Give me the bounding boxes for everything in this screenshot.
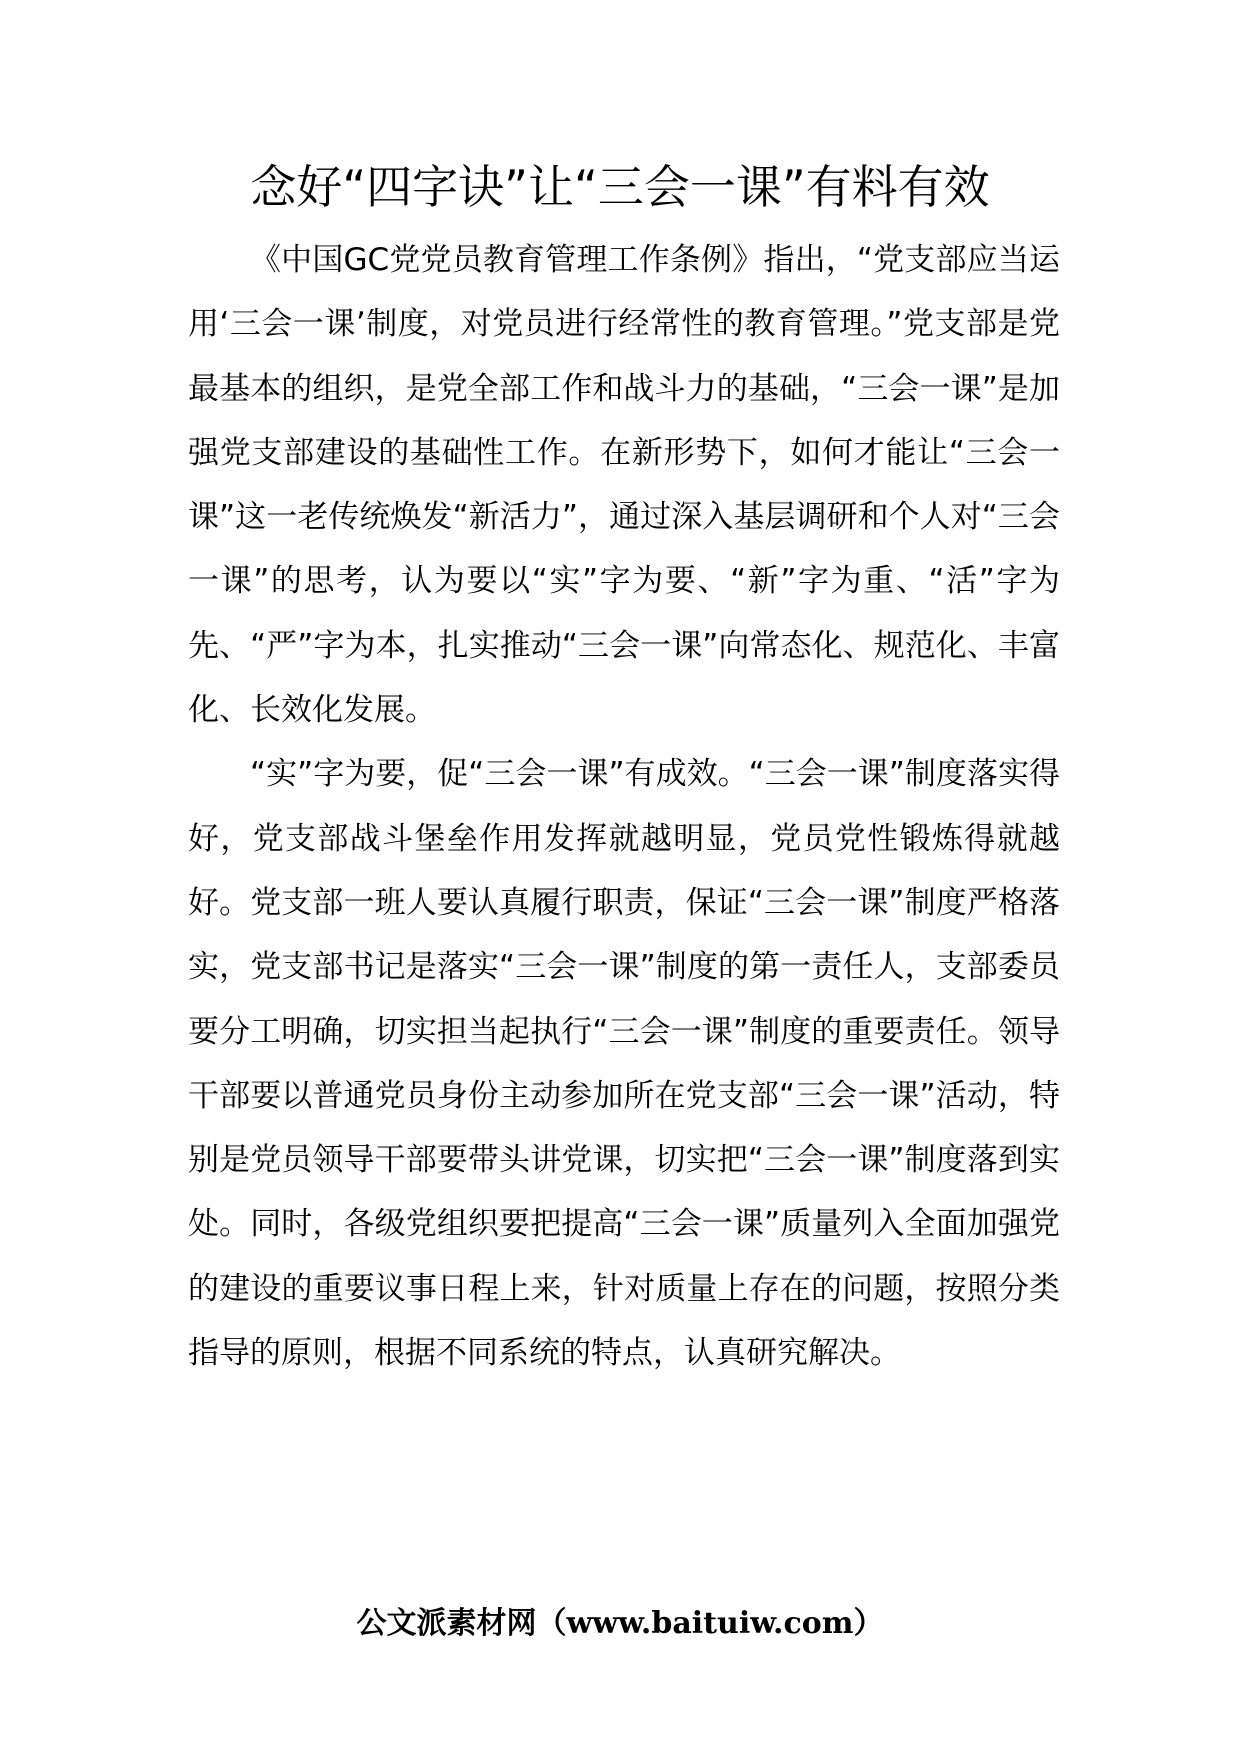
source-footer: 公文派素材网（www.baituiw.com） bbox=[356, 1606, 884, 1641]
document-title: 念好“四字诀”让“三会一课”有料有效 bbox=[250, 160, 990, 214]
paragraph-shi: “实”字为要，促“三会一课”有成效。“三会一课”制度落实得好，党支部战斗堡垒作用发挥就越明显，党员党性锻炼得就越好。党支部一班人要认真履行职责，保证“三会一课”制度严格落实，党支部书记是落实“三会一课”制度的第一责任人，支部委员要分工明确，切实担当起执行“三会一课”制度的重要责任。领导干部要以普通党员身份主动参加所在党支部“三会一课”活动，特别是党员领导干部要带头讲党课，切实把“三会一课”制度落到实处。同时，各级党组织要把提高“三会一课”质量列入全面加强党的建设的重要议事日程上来，针对质量上存在的问题，按照分类指导的原则，根据不同系统的特点，认真研究解决。 bbox=[188, 756, 1060, 1372]
document-body bbox=[188, 228, 1060, 1385]
paragraph-intro: 《中国GC党党员教育管理工作条例》指出，“党支部应当运用‘三会一课’制度，对党员进行经常性的教育管理。”党支部是党最基本的组织，是党全部工作和战斗力的基础，“三会一课”是加强党支部建设的基础性工作。在新形势下，如何才能让“三会一课”这一老传统焕发“新活力”，通过深入基层调研和个人对“三会一课”的思考，认为要以“实”字为要、“新”字为重、“活”字为先、“严”字为本，扎实推动“三会一课”向常态化、规范化、丰富化、长效化发展。 bbox=[188, 242, 1060, 729]
